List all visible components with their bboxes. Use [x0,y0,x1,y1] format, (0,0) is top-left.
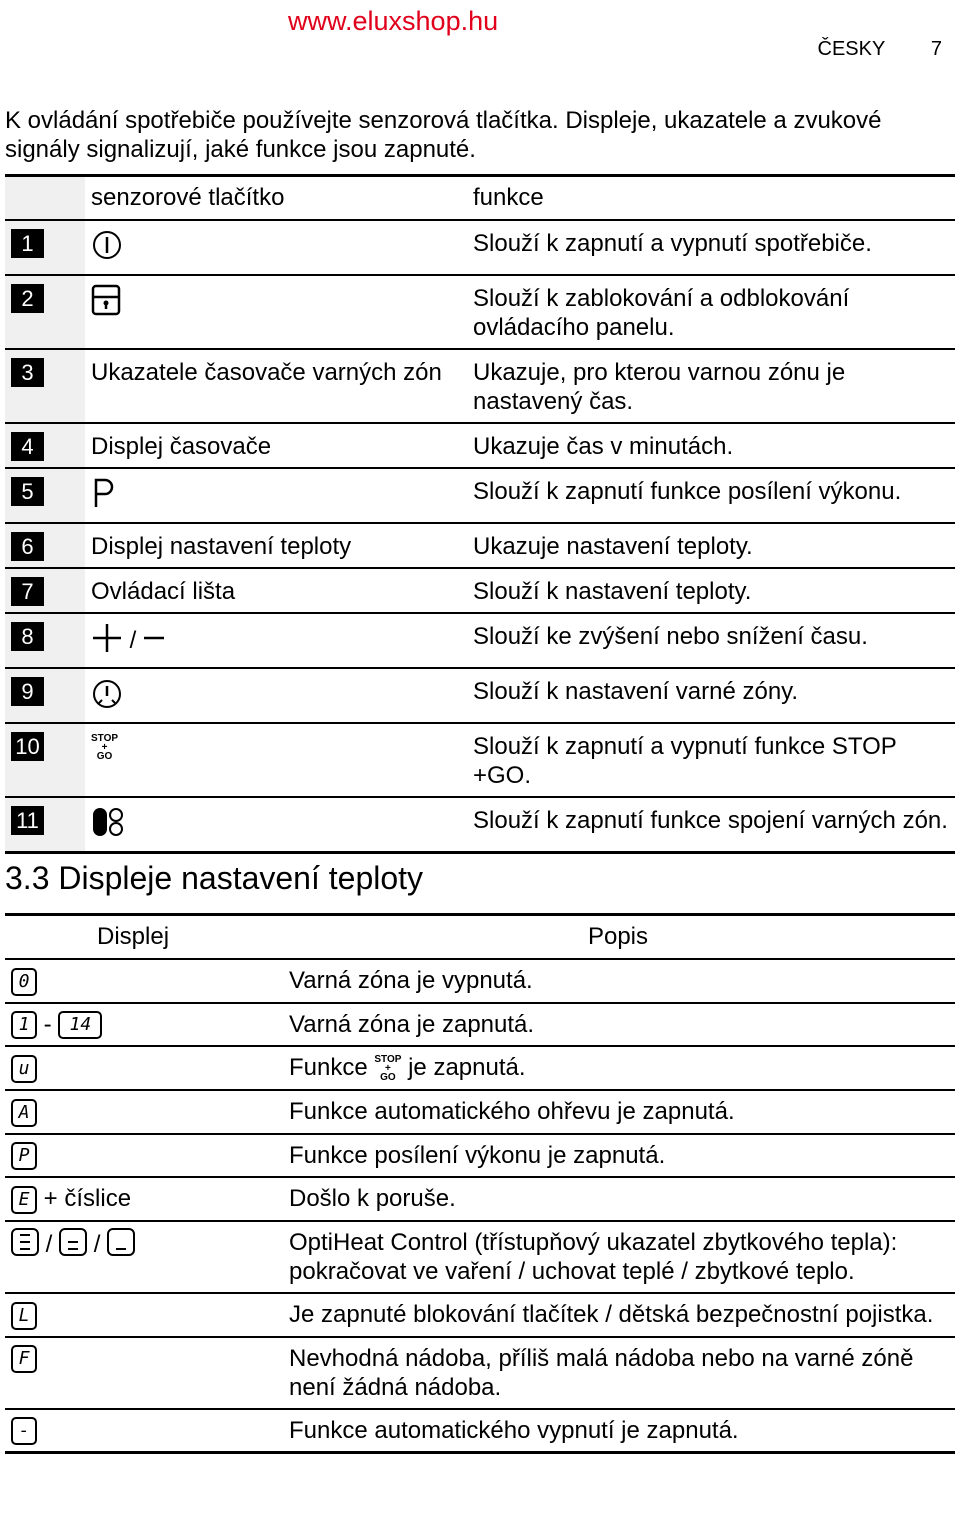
slash: / [45,1230,53,1258]
go-word: GO [96,751,113,763]
sensor-label: Ovládací lišta [85,568,461,613]
table-row [5,568,955,613]
table-header-row [5,915,955,960]
table-row [5,797,955,853]
table-row [5,468,955,523]
row-number: 9 [11,677,44,706]
display-symbol: P [11,1142,37,1170]
sensor-buttons-table [5,174,955,854]
stop-go-icon [374,1055,401,1082]
lock-icon [91,284,121,323]
residual-heat-medium-icon [59,1228,87,1263]
row-number: 6 [11,532,44,561]
description-pre: Funkce [289,1054,368,1082]
minus-icon [143,622,165,661]
display-symbol: u [11,1055,37,1083]
sensor-label: Ukazatele časovače varných zón [85,349,461,423]
display-symbol: 1 [11,1011,37,1039]
row-number: 11 [11,806,44,835]
description-text: OptiHeat Control (třístupňový ukazatel zbytkového tepla): pokračovat ve vaření / uchovat teplé / zbytkové teplo. [289,1228,898,1285]
dash: - [43,1010,52,1038]
temperature-display-table [5,913,955,1454]
function-text: Ukazuje, pro kterou varnou zónu je nastavený čas. [461,349,955,423]
table-row [5,723,955,797]
row-number: 3 [11,358,44,387]
plus-word: + [384,1063,391,1075]
function-text: Slouží k nastavení teploty. [461,568,955,613]
header-number [5,176,85,221]
function-text: Slouží k nastavení varné zóny. [461,668,955,723]
slash: / [129,626,137,654]
header-function: funkce [461,176,955,221]
function-text: Slouží k zapnutí funkce posílení výkonu. [461,468,955,523]
table-row [5,1090,955,1134]
row-number: 7 [11,577,44,606]
residual-heat-low-icon [107,1228,135,1263]
description-text: Funkce automatického ohřevu je zapnutá. [289,1097,735,1125]
function-text: Slouží k zapnutí funkce spojení varných zón. [461,797,955,853]
description-text: Je zapnuté blokování tlačítek / dětská bezpečnostní pojistka. [289,1300,934,1328]
table-row [5,275,955,349]
description-text: Došlo k poruše. [289,1185,456,1213]
stop-word: STOP [91,733,119,745]
stop-word: STOP [374,1054,402,1066]
residual-heat-high-icon [11,1228,39,1263]
header-description: Popis [587,923,649,950]
site-url[interactable]: www.eluxshop.hu [288,6,499,36]
table-row [5,1337,955,1409]
row-number: 2 [11,284,44,313]
stop-go-icon [91,734,118,761]
sensor-label: Displej časovače [85,423,461,468]
table-row [5,1003,955,1047]
description-text: Funkce automatického vypnutí je zapnutá. [289,1416,739,1444]
function-text: Ukazuje nastavení teploty. [461,523,955,568]
table-row [5,1221,955,1293]
row-number: 5 [11,477,44,506]
function-text: Ukazuje čas v minutách. [461,423,955,468]
function-text: Slouží k zapnutí a vypnutí spotřebiče. [461,220,955,275]
row-number: 8 [11,622,44,651]
description-text: Varná zóna je vypnutá. [289,967,533,994]
display-symbol: A [11,1099,37,1127]
page-header [818,38,943,61]
table-row [5,668,955,723]
display-symbol: F [11,1345,37,1373]
table-row [5,1409,955,1453]
slash: / [93,1230,101,1258]
table-row [5,613,955,668]
function-text: Slouží k zapnutí a vypnutí funkce STOP +GO. [461,723,955,797]
description-post: je zapnutá. [408,1054,526,1082]
description-text [281,1046,955,1090]
display-extra: + číslice [43,1185,132,1213]
sensor-label: Displej nastavení teploty [85,523,461,568]
header-sensor-button: senzorové tlačítko [85,176,461,221]
description-text: Nevhodná nádoba, příliš malá nádoba nebo na varné zóně není žádná nádoba. [289,1344,914,1401]
table-row [5,220,955,275]
description-text: Funkce posílení výkonu je zapnutá. [289,1141,666,1169]
language-label: ČESKY [817,38,886,60]
table-row [5,423,955,468]
table-row [5,349,955,423]
go-word: GO [380,1072,396,1084]
page-number: 7 [930,38,942,60]
table-header-row [5,176,955,221]
power-boost-p-icon [91,477,115,516]
row-number: 10 [11,732,44,761]
plus-word: + [101,742,108,754]
function-text: Slouží ke zvýšení nebo snížení času. [461,613,955,668]
header-display: Displej [97,923,170,950]
display-symbol: 0 [11,968,37,996]
table-row [5,1293,955,1337]
table-row [5,959,955,1003]
bridge-zones-icon [91,806,125,845]
intro-text: K ovládání spotřebiče používejte senzorová tlačítka. Displeje, ukazatele a zvukové signály signalizují, jaké funkce jsou zapnuté. [5,107,882,163]
display-symbol: E [11,1186,37,1214]
plus-icon [91,622,123,661]
table-row [5,1046,955,1090]
display-symbol: 14 [58,1011,102,1039]
function-text: Slouží k zablokování a odblokování ovládacího panelu. [461,275,955,349]
timer-icon [91,677,123,716]
row-number: 4 [11,432,44,461]
table-row [5,523,955,568]
description-text: Varná zóna je zapnutá. [289,1010,535,1038]
display-symbol: L [11,1302,37,1330]
power-icon [91,229,123,268]
row-number: 1 [11,229,44,258]
display-symbol: - [11,1417,37,1445]
table-row [5,1134,955,1178]
section-title: 3.3 Displeje nastavení teploty [5,860,424,896]
table-row [5,1177,955,1221]
